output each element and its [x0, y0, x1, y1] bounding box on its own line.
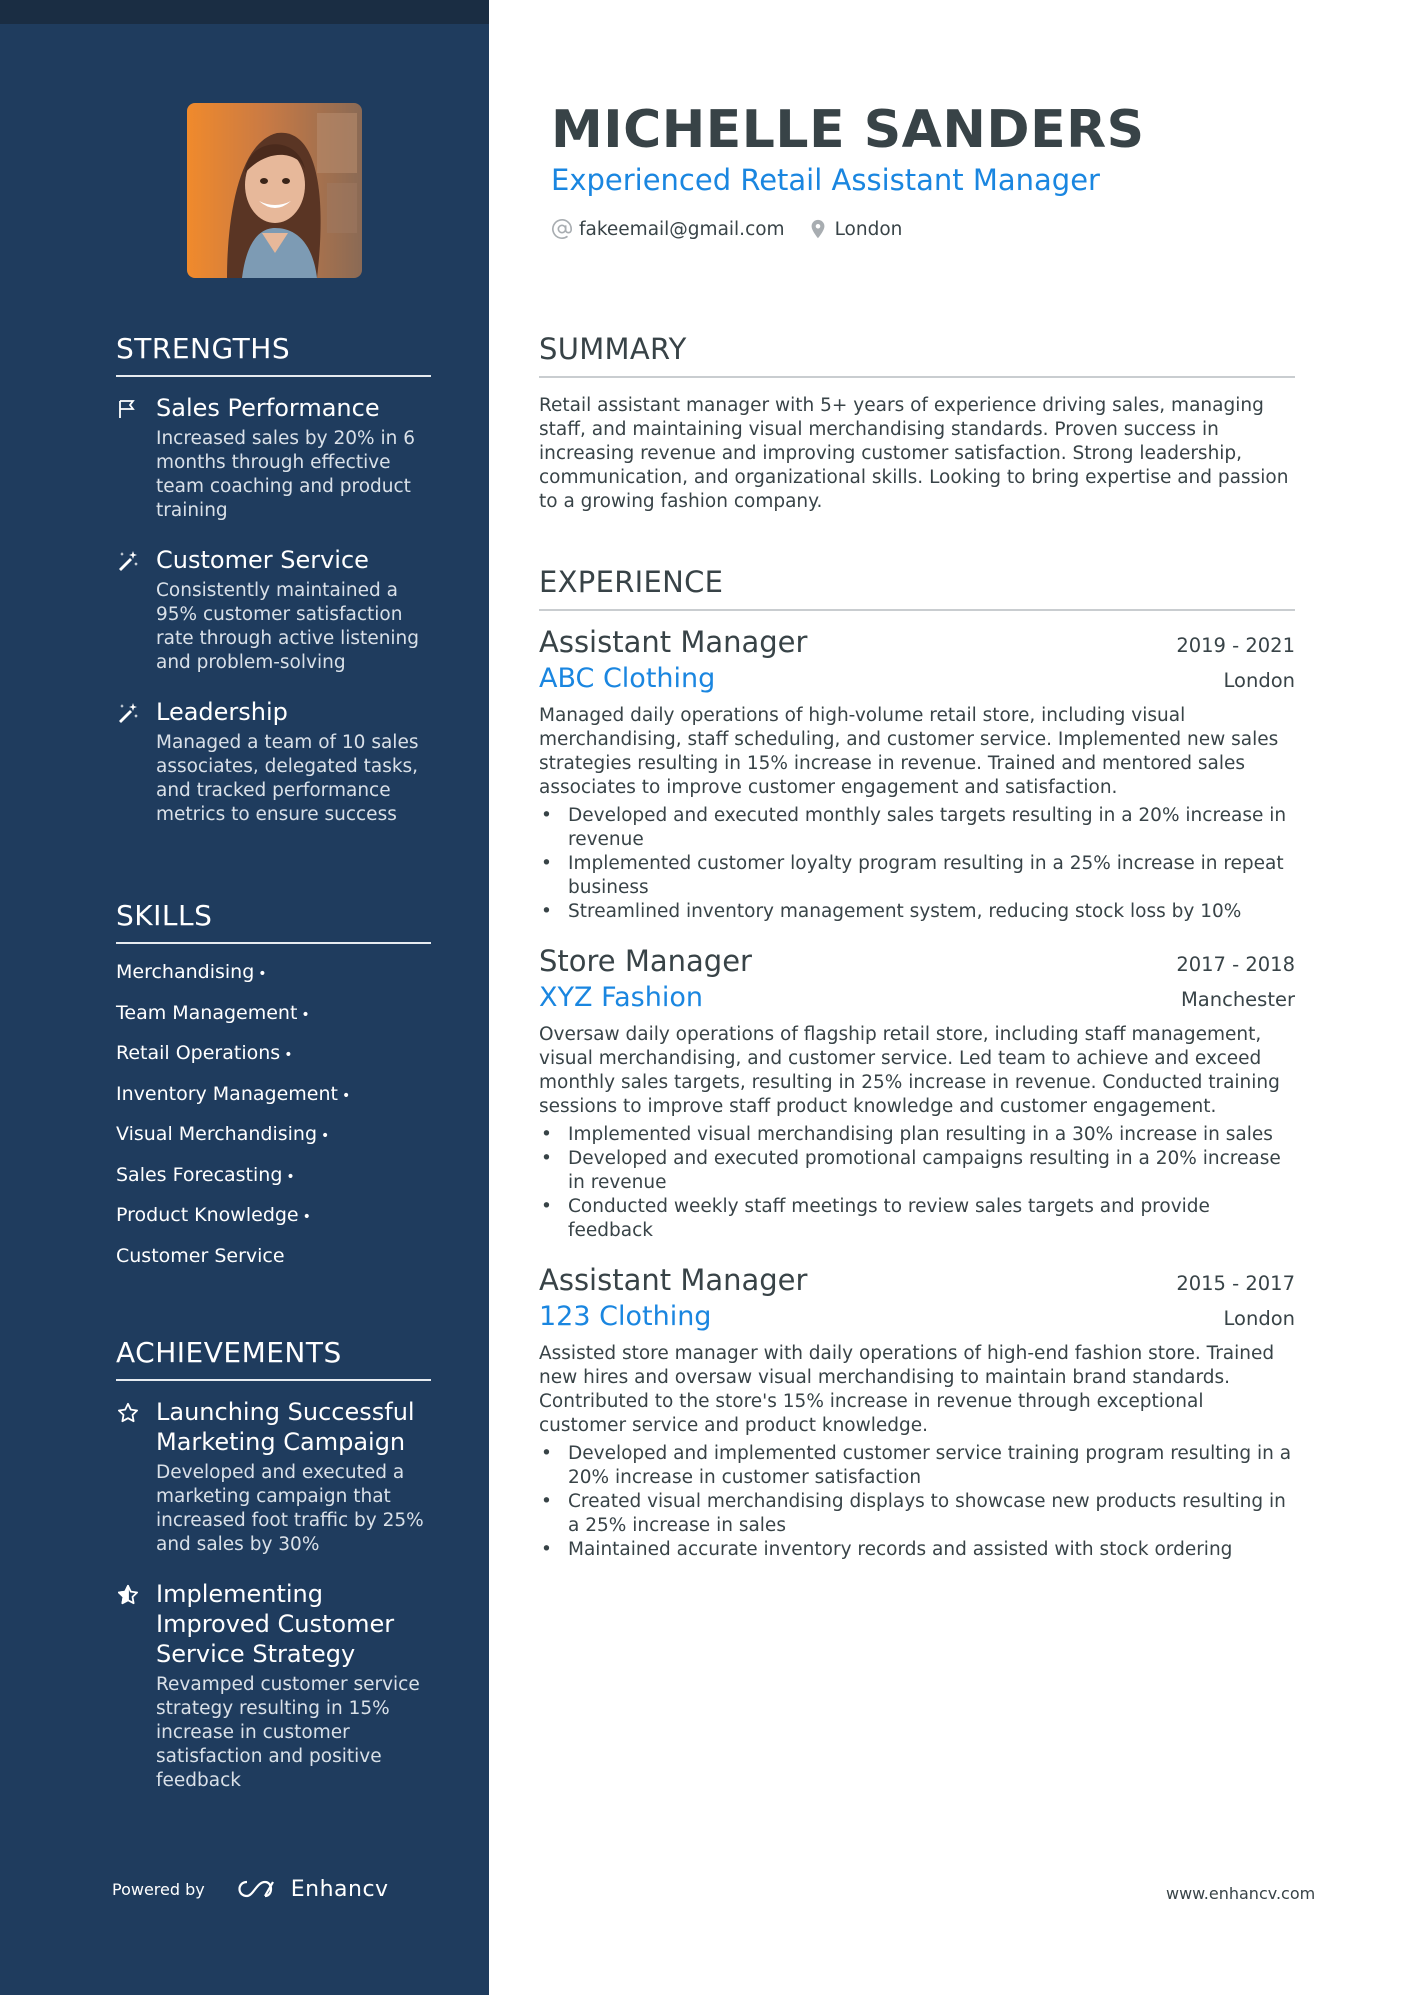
- powered-by: [112, 1876, 389, 1902]
- achievement-item: [116, 1579, 431, 1793]
- job-company: 123 Clothing: [539, 1301, 712, 1332]
- skill-item: Customer Service: [116, 1244, 285, 1267]
- strength-item: [116, 697, 431, 827]
- strength-title: Sales Performance: [156, 394, 380, 422]
- achievements-title: ACHIEVEMENTS: [116, 1336, 431, 1381]
- job-entry: [539, 1263, 1295, 1562]
- summary-title: SUMMARY: [539, 332, 1295, 378]
- job-dates: 2015 - 2017: [1176, 1272, 1295, 1295]
- experience-section: [539, 565, 1295, 1562]
- candidate-name: MICHELLE SANDERS: [551, 100, 1145, 160]
- strengths-title: STRENGTHS: [116, 332, 431, 377]
- location-text: London: [834, 218, 903, 240]
- job-role: Assistant Manager: [539, 625, 808, 659]
- job-bullet: • Implemented customer loyalty program resulting in a 25% increase in repeat business: [539, 852, 1295, 900]
- at-sign-icon: [551, 218, 573, 240]
- skill-item: Inventory Management •: [116, 1082, 351, 1105]
- strengths-section: [116, 332, 431, 827]
- strength-desc: Consistently maintained a 95% customer satisfaction rate through active listening and problem-solving: [156, 580, 420, 673]
- strength-item: [116, 545, 431, 675]
- contact-row: [551, 218, 924, 240]
- skill-item: Retail Operations •: [116, 1042, 293, 1064]
- magic-wand-icon: [116, 549, 140, 573]
- job-bullet: • Developed and executed promotional campaigns resulting in a 20% increase in revenue: [539, 1147, 1295, 1195]
- powered-by-label: Powered by: [112, 1879, 205, 1899]
- achievement-title: Implementing Improved Customer Service Strategy: [156, 1580, 395, 1668]
- job-dates: 2019 - 2021: [1176, 634, 1295, 657]
- footer-url-link[interactable]: www.enhancv.com: [1166, 1884, 1316, 1903]
- sidebar-top-band: [0, 0, 489, 24]
- achievement-title: Launching Successful Marketing Campaign: [156, 1398, 415, 1456]
- job-bullet: • Created visual merchandising displays to showcase new products resulting in a 25% increase in sales: [539, 1490, 1295, 1538]
- skills-list: [116, 956, 431, 1280]
- job-location: London: [1223, 669, 1295, 692]
- strength-desc: Managed a team of 10 sales associates, delegated tasks, and tracked performance metrics to ensure success: [156, 732, 419, 825]
- job-bullets: [539, 804, 1295, 924]
- job-company: ABC Clothing: [539, 663, 716, 694]
- summary-section: [539, 332, 1295, 514]
- strength-item: [116, 393, 431, 523]
- job-bullets: [539, 1442, 1295, 1562]
- job-dates: 2017 - 2018: [1176, 953, 1295, 976]
- skill-item: Team Management •: [116, 1001, 310, 1024]
- enhancv-brand-name: Enhancv: [290, 1876, 389, 1902]
- strength-desc: Increased sales by 20% in 6 months through effective team coaching and product training: [156, 428, 416, 521]
- strength-title: Leadership: [156, 698, 288, 726]
- job-role: Assistant Manager: [539, 1263, 808, 1297]
- skill-item: Merchandising •: [116, 961, 267, 983]
- job-bullet: • Maintained accurate inventory records and assisted with stock ordering: [539, 1538, 1295, 1562]
- achievement-desc: Developed and executed a marketing campaign that increased foot traffic by 25% and sales by 30%: [156, 1462, 424, 1555]
- job-description: Oversaw daily operations of flagship retail store, including staff management, visual merchandising, and customer service. Led team to achieve and exceed monthly sales targets, resulting in 25% increase in revenue. Conducted training sessions to improve staff product knowledge and customer engagement.: [539, 1024, 1280, 1117]
- skill-item: Sales Forecasting •: [116, 1163, 295, 1186]
- job-entry: [539, 625, 1295, 924]
- summary-text: Retail assistant manager with 5+ years of experience driving sales, managing staff, and maintaining visual merchandising standards. Proven success in increasing revenue and improving customer satisfaction. Strong leadership, communication, and organizational skills. Looking to bring expertise and passion to a growing fashion company.: [539, 395, 1289, 512]
- enhancv-logo-icon: [233, 1876, 281, 1902]
- skills-title: SKILLS: [116, 899, 431, 944]
- job-company: XYZ Fashion: [539, 982, 703, 1013]
- strength-title: Customer Service: [156, 546, 369, 574]
- job-description: Managed daily operations of high-volume retail store, including visual merchandising, staff scheduling, and customer service. Implemented new sales strategies resulting in 15% increase in revenue. Trained and mentored sales associates to improve customer engagement and satisfaction.: [539, 705, 1279, 798]
- star-half-icon: [116, 1583, 140, 1607]
- location-pin-icon: [807, 218, 829, 240]
- job-bullet: • Developed and executed monthly sales targets resulting in a 20% increase in revenue: [539, 804, 1295, 852]
- candidate-title: Experienced Retail Assistant Manager: [551, 163, 1100, 197]
- flag-icon: [116, 397, 140, 421]
- email-contact[interactable]: [551, 218, 785, 240]
- job-role: Store Manager: [539, 944, 752, 978]
- magic-wand-icon: [116, 701, 140, 725]
- achievement-desc: Revamped customer service strategy resulting in 15% increase in customer satisfaction and positive feedback: [156, 1674, 420, 1791]
- job-description: Assisted store manager with daily operations of high-end fashion store. Trained new hires and oversaw visual merchandising to maintain brand standards. Contributed to the store's 15% increase in revenue through exceptional customer service and product knowledge.: [539, 1343, 1275, 1436]
- job-location: London: [1223, 1307, 1295, 1330]
- job-bullet: • Implemented visual merchandising plan resulting in a 30% increase in sales: [539, 1123, 1295, 1147]
- skills-section: [116, 899, 431, 1280]
- skill-item: Product Knowledge •: [116, 1204, 311, 1226]
- profile-photo: [187, 103, 362, 278]
- location-contact: [807, 218, 903, 240]
- achievement-item: [116, 1397, 431, 1557]
- job-bullets: [539, 1123, 1295, 1243]
- job-bullet: • Developed and implemented customer service training program resulting in a 20% increase in customer satisfaction: [539, 1442, 1295, 1490]
- sidebar: [0, 0, 489, 1995]
- achievements-section: [116, 1336, 431, 1793]
- email-text: fakeemail@gmail.com: [579, 218, 785, 240]
- job-entry: [539, 944, 1295, 1243]
- enhancv-logo[interactable]: [233, 1876, 389, 1902]
- skill-item: Visual Merchandising •: [116, 1123, 330, 1145]
- job-location: Manchester: [1180, 988, 1295, 1011]
- star-outline-icon: [116, 1401, 140, 1425]
- experience-title: EXPERIENCE: [539, 565, 1295, 611]
- job-bullet: • Conducted weekly staff meetings to review sales targets and provide feedback: [539, 1195, 1295, 1243]
- job-bullet: • Streamlined inventory management system, reducing stock loss by 10%: [539, 900, 1295, 924]
